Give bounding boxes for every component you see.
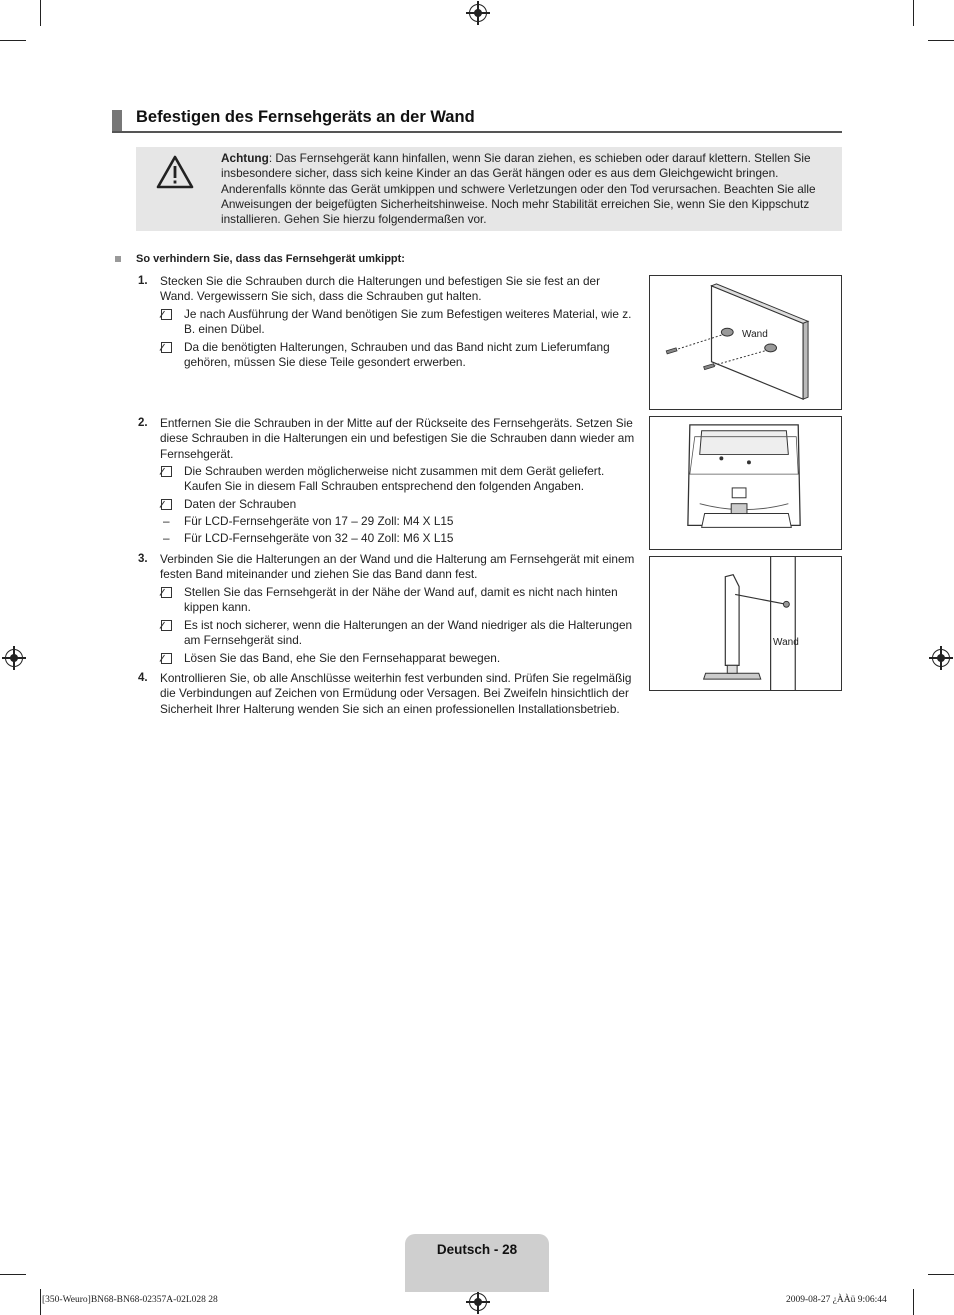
warning-text [221, 151, 829, 227]
dash-bullet: – [163, 514, 170, 528]
registration-mark-icon [932, 649, 950, 667]
warning-body: : Das Fernsehgerät kann hinfallen, wenn Sie daran ziehen, es schieben oder darauf klettern. Stellen Sie insbesondere sicher, dass sich keine Kinder an das Gerät hängen oder es aus dem Gleichgewicht bringen. Anderenfalls könnte das Gerät umkippen und schwere Verletzungen oder den Tod verursachen. Beachten Sie alle Anweisungen der beigefügten Sicherheitshinweise. Noch mehr Stabilität erreichen Sie, wenn Sie den Kippschutz installieren. Gehen Sie hierzu folgendermaßen vor. [221, 151, 816, 227]
figure-tv-side-strap [649, 556, 842, 691]
registration-mark-icon [5, 649, 23, 667]
note-text: Lösen Sie das Band, ehe Sie den Fernsehapparat bewegen. [184, 651, 501, 665]
figure-tv-rear [649, 416, 842, 550]
crop-mark [928, 40, 954, 41]
note-icon [161, 466, 172, 477]
page-number: Deutsch - 28 [436, 1242, 518, 1257]
note-icon [161, 620, 172, 631]
registration-mark-icon [469, 1293, 487, 1311]
note-icon [161, 342, 172, 353]
step-number: 3. [138, 553, 148, 565]
note-text: Die Schrauben werden möglicherweise nicht zusammen mit dem Gerät geliefert. Kaufen Sie in diesem Fall Schrauben entsprechend den folgenden Angaben. [184, 464, 605, 494]
warning-triangle-icon [155, 154, 195, 190]
crop-mark [40, 1289, 41, 1315]
note-text: Daten der Schrauben [184, 497, 297, 511]
crop-mark [0, 40, 26, 41]
figure-label: Wand [742, 329, 768, 340]
crop-mark [0, 1274, 26, 1275]
note-text: Da die benötigten Halterungen, Schrauben und das Band nicht zum Lieferumfang gehören, müssen Sie diese Teile gesondert erwerben. [184, 340, 610, 370]
note-text: Es ist noch sicherer, wenn die Halterungen an der Wand niedriger als die Halterungen am Fernsehgerät sind. [184, 618, 633, 648]
crop-mark [928, 1274, 954, 1275]
step-text: Verbinden Sie die Halterungen an der Wand und die Halterung am Fernsehgerät mit einem festen Band miteinander und ziehen Sie das Band dann fest. [160, 552, 635, 582]
step-number: 1. [138, 275, 148, 287]
screw-spec: Für LCD-Fernsehgeräte von 32 – 40 Zoll: M6 X L15 [184, 531, 454, 545]
step-number: 4. [138, 672, 148, 684]
figure-label: Wand [773, 637, 799, 648]
warning-label: Achtung [221, 151, 269, 165]
step-text: Stecken Sie die Schrauben durch die Halterungen und befestigen Sie sie fest an der Wand. Vergewissern Sie sich, dass die Schrauben gut halten. [160, 274, 601, 304]
print-info-right: 2009-08-27 ¿ÀÀü 9:06:44 [786, 1295, 887, 1305]
bullet-square-icon [115, 256, 121, 262]
title-underline [112, 131, 842, 133]
page-title: Befestigen des Fernsehgeräts an der Wand [136, 108, 475, 126]
step-text: Kontrollieren Sie, ob alle Anschlüsse weiterhin fest verbunden sind. Prüfen Sie regelmäßig die Verbindungen auf Zeichen von Ermüdung oder Versagen. Bei Zweifeln hinsichtlich der Sicherheit Ihrer Halterung wenden Sie sich an einen professionellen Installationsbetrieb. [160, 671, 632, 716]
step-number: 2. [138, 417, 148, 429]
title-bar [112, 110, 122, 132]
crop-mark [913, 0, 914, 26]
note-icon [161, 587, 172, 598]
note-icon [161, 653, 172, 664]
crop-mark [913, 1289, 914, 1315]
note-icon [161, 309, 172, 320]
note-text: Je nach Ausführung der Wand benötigen Sie zum Befestigen weiteres Material, wie z. B. einen Dübel. [184, 307, 632, 337]
note-icon [161, 499, 172, 510]
subheading: So verhindern Sie, dass das Fernsehgerät umkippt: [136, 253, 405, 265]
registration-mark-icon [469, 4, 487, 22]
step-text: Entfernen Sie die Schrauben in der Mitte auf der Rückseite des Fernsehgeräts. Setzen Sie diese Schrauben in die Halterungen ein und befestigen Sie die Schrauben dann wieder am Fernsehgerät. [160, 416, 635, 461]
crop-mark [40, 0, 41, 26]
note-text: Stellen Sie das Fernsehgerät in der Nähe der Wand auf, damit es nicht nach hinten kippen kann. [184, 585, 618, 615]
screw-spec: Für LCD-Fernsehgeräte von 17 – 29 Zoll: M4 X L15 [184, 514, 454, 528]
print-info-left: [350-Weuro]BN68-BN68-02357A-02L028 28 [42, 1295, 218, 1305]
dash-bullet: – [163, 531, 170, 545]
figure-wall-screws [649, 275, 842, 410]
